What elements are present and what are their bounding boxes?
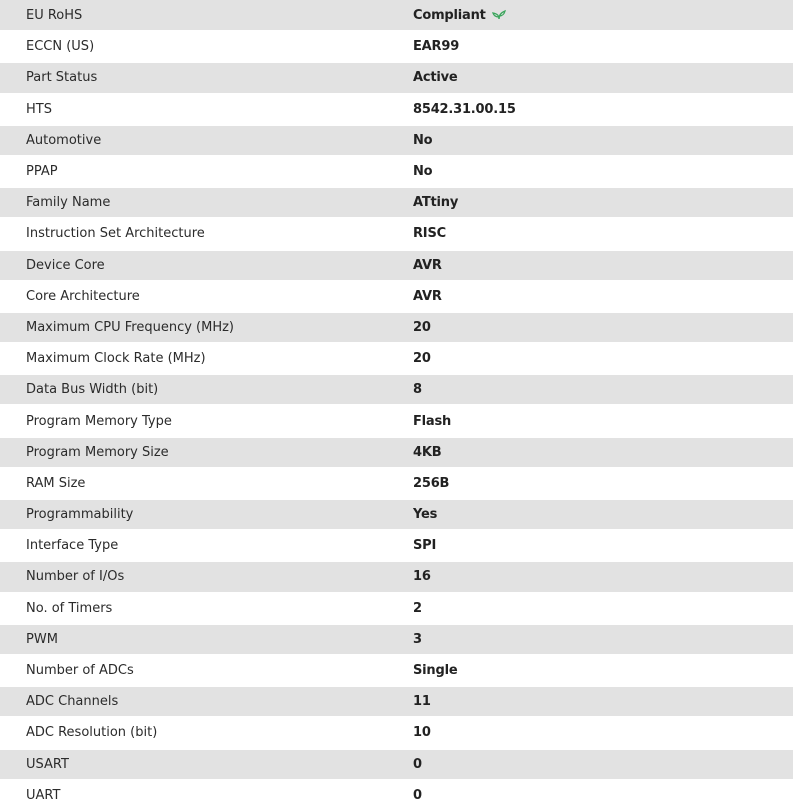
attribute-value: 0 <box>413 749 793 780</box>
attribute-value: 8542.31.00.15 <box>413 94 793 125</box>
attribute-label: Maximum Clock Rate (MHz) <box>0 343 413 374</box>
attribute-label: Instruction Set Architecture <box>0 218 413 249</box>
table-row <box>0 250 793 281</box>
attribute-label: Maximum CPU Frequency (MHz) <box>0 312 413 343</box>
table-row <box>0 374 793 405</box>
table-row <box>0 530 793 561</box>
table-row <box>0 312 793 343</box>
attribute-label: Program Memory Type <box>0 405 413 436</box>
attribute-label: ADC Resolution (bit) <box>0 717 413 748</box>
table-row <box>0 624 793 655</box>
table-row <box>0 686 793 717</box>
attribute-value: AVR <box>413 281 793 312</box>
table-row <box>0 780 793 811</box>
attribute-value: 0 <box>413 780 793 811</box>
attribute-value: Flash <box>413 405 793 436</box>
attribute-value: 20 <box>413 312 793 343</box>
table-row <box>0 499 793 530</box>
attribute-label: PWM <box>0 624 413 655</box>
table-row <box>0 749 793 780</box>
attribute-label: Device Core <box>0 250 413 281</box>
attribute-label: Number of ADCs <box>0 655 413 686</box>
attribute-value: RISC <box>413 218 793 249</box>
table-row <box>0 156 793 187</box>
table-row <box>0 655 793 686</box>
table-row <box>0 717 793 748</box>
attribute-label: Automotive <box>0 125 413 156</box>
attribute-label: Program Memory Size <box>0 437 413 468</box>
attribute-value: Single <box>413 655 793 686</box>
attribute-value: 2 <box>413 593 793 624</box>
attribute-label: Programmability <box>0 499 413 530</box>
attribute-label: No. of Timers <box>0 593 413 624</box>
attribute-label: Interface Type <box>0 530 413 561</box>
table-row <box>0 343 793 374</box>
attribute-value: No <box>413 125 793 156</box>
table-row <box>0 468 793 499</box>
table-row <box>0 405 793 436</box>
attribute-value: 256B <box>413 468 793 499</box>
attribute-value <box>413 0 793 31</box>
attribute-value: Yes <box>413 499 793 530</box>
attribute-value: 16 <box>413 561 793 592</box>
attribute-label: EU RoHS <box>0 0 413 31</box>
attribute-label: UART <box>0 780 413 811</box>
attribute-value: ATtiny <box>413 187 793 218</box>
attribute-value: 10 <box>413 717 793 748</box>
attribute-value: 20 <box>413 343 793 374</box>
attribute-value: Active <box>413 62 793 93</box>
table-row <box>0 62 793 93</box>
attribute-label: HTS <box>0 94 413 125</box>
attribute-value: 4KB <box>413 437 793 468</box>
table-row <box>0 281 793 312</box>
attribute-label: Number of I/Os <box>0 561 413 592</box>
attribute-value: EAR99 <box>413 31 793 62</box>
attribute-label: RAM Size <box>0 468 413 499</box>
value-text: Compliant <box>413 7 486 23</box>
attribute-label: Data Bus Width (bit) <box>0 374 413 405</box>
table-row <box>0 593 793 624</box>
attribute-value: SPI <box>413 530 793 561</box>
table-row <box>0 125 793 156</box>
table-row <box>0 187 793 218</box>
table-row <box>0 561 793 592</box>
attribute-value: 3 <box>413 624 793 655</box>
table-row <box>0 31 793 62</box>
attribute-label: Family Name <box>0 187 413 218</box>
attribute-label: Part Status <box>0 62 413 93</box>
attribute-value: AVR <box>413 250 793 281</box>
attribute-value: 8 <box>413 374 793 405</box>
attribute-value: No <box>413 156 793 187</box>
attribute-label: Core Architecture <box>0 281 413 312</box>
table-row <box>0 94 793 125</box>
table-row <box>0 0 793 31</box>
table-row <box>0 437 793 468</box>
leaf-icon <box>491 8 507 20</box>
attribute-label: PPAP <box>0 156 413 187</box>
table-row <box>0 218 793 249</box>
attribute-label: USART <box>0 749 413 780</box>
attribute-label: ECCN (US) <box>0 31 413 62</box>
attribute-value: 11 <box>413 686 793 717</box>
attribute-label: ADC Channels <box>0 686 413 717</box>
